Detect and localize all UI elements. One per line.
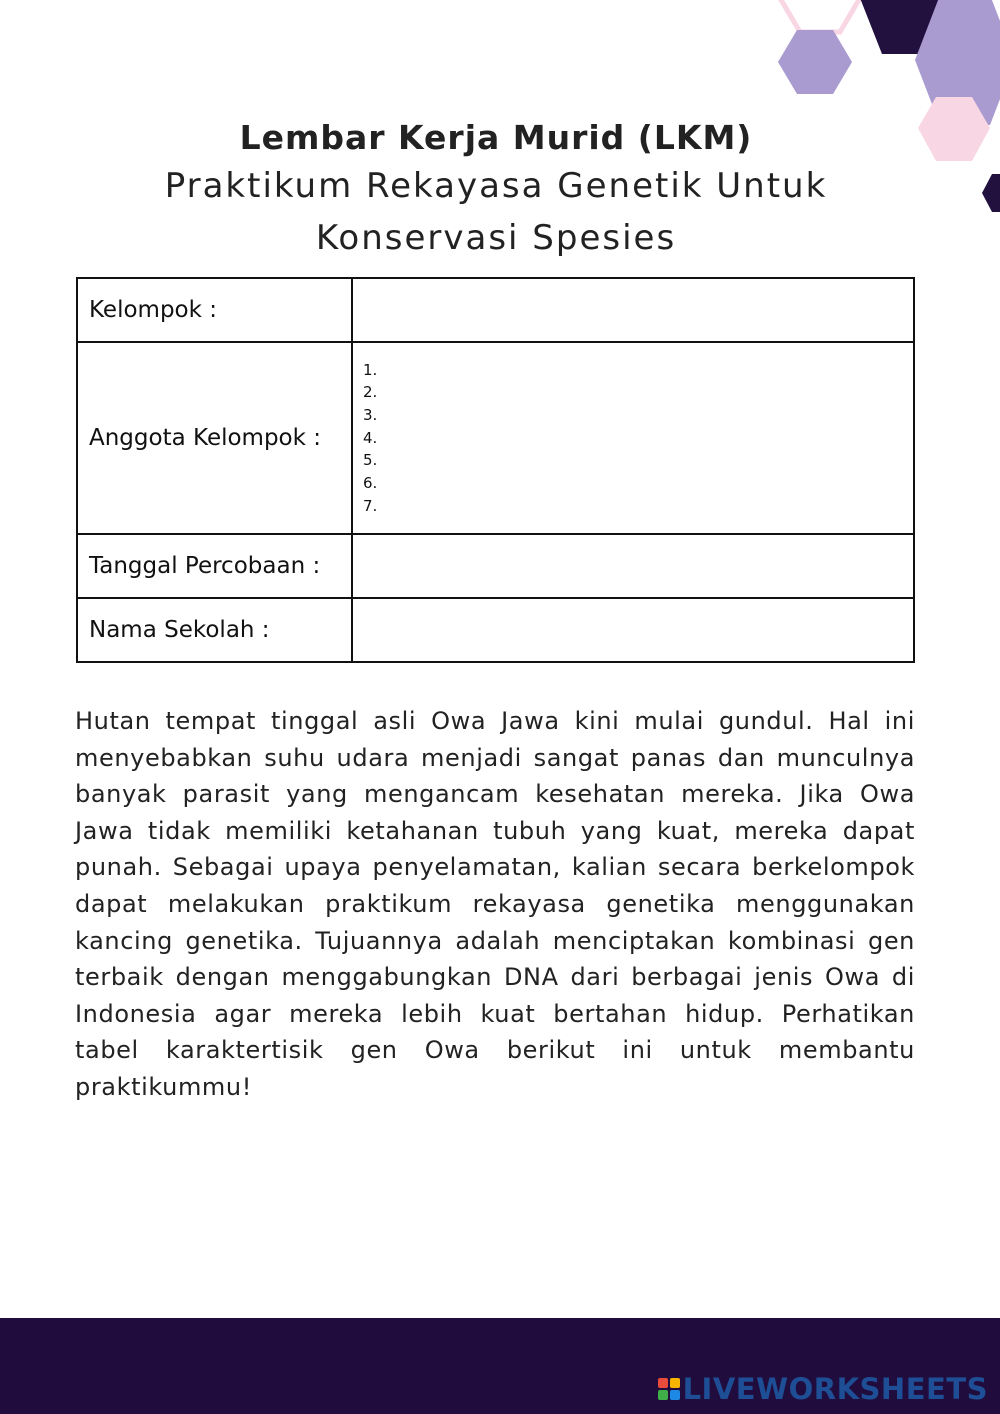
group-label: Kelompok : bbox=[77, 278, 352, 342]
list-item: 3. bbox=[363, 405, 378, 424]
group-info-table bbox=[76, 277, 915, 663]
school-field[interactable] bbox=[352, 598, 914, 662]
members-field[interactable] bbox=[352, 342, 914, 534]
table-row bbox=[77, 278, 914, 342]
group-field[interactable] bbox=[352, 278, 914, 342]
list-item: 6. bbox=[363, 474, 378, 493]
list-item: 7. bbox=[363, 496, 378, 515]
list-item: 1. bbox=[363, 360, 378, 379]
table-row bbox=[77, 598, 914, 662]
liveworksheets-logo[interactable] bbox=[658, 1372, 988, 1406]
school-label: Nama Sekolah : bbox=[77, 598, 352, 662]
members-list bbox=[363, 359, 913, 518]
date-field[interactable] bbox=[352, 534, 914, 598]
list-item: 4. bbox=[363, 428, 378, 447]
page-subtitle: Praktikum Rekayasa Genetik Untuk Konservasi Spesies bbox=[164, 166, 828, 258]
liveworksheets-icon bbox=[658, 1378, 680, 1400]
date-label: Tanggal Percobaan : bbox=[77, 534, 352, 598]
intro-paragraph: Hutan tempat tinggal asli Owa Jawa kini mulai gundul. Hal ini menyebabkan suhu udara menjadi sangat panas dan munculnya banyak parasit yang mengancam kesehatan mereka. Jika Owa Jawa tidak memiliki ketahanan tubuh yang kuat, mereka dapat punah. Sebagai upaya penyelamatan, kalian secara berkelompok dapat melakukan praktikum rekayasa genetika menggunakan kancing genetika. Tujuannya adalah menciptakan kombinasi gen terbaik dengan menggabungkan DNA dari berbagai jenis Owa di Indonesia agar mereka lebih kuat bertahan hidup. Perhatikan tabel karaktertisik gen Owa berikut ini untuk membantu praktikummu! bbox=[75, 707, 915, 1101]
page-title: Lembar Kerja Murid (LKM) bbox=[239, 118, 753, 157]
table-row bbox=[77, 342, 914, 534]
table-row bbox=[77, 534, 914, 598]
footer-bar bbox=[0, 1318, 1000, 1414]
members-label: Anggota Kelompok : bbox=[77, 342, 352, 534]
brand-name: LIVEWORKSHEETS bbox=[682, 1372, 988, 1406]
list-item: 5. bbox=[363, 451, 378, 470]
list-item: 2. bbox=[363, 383, 378, 402]
